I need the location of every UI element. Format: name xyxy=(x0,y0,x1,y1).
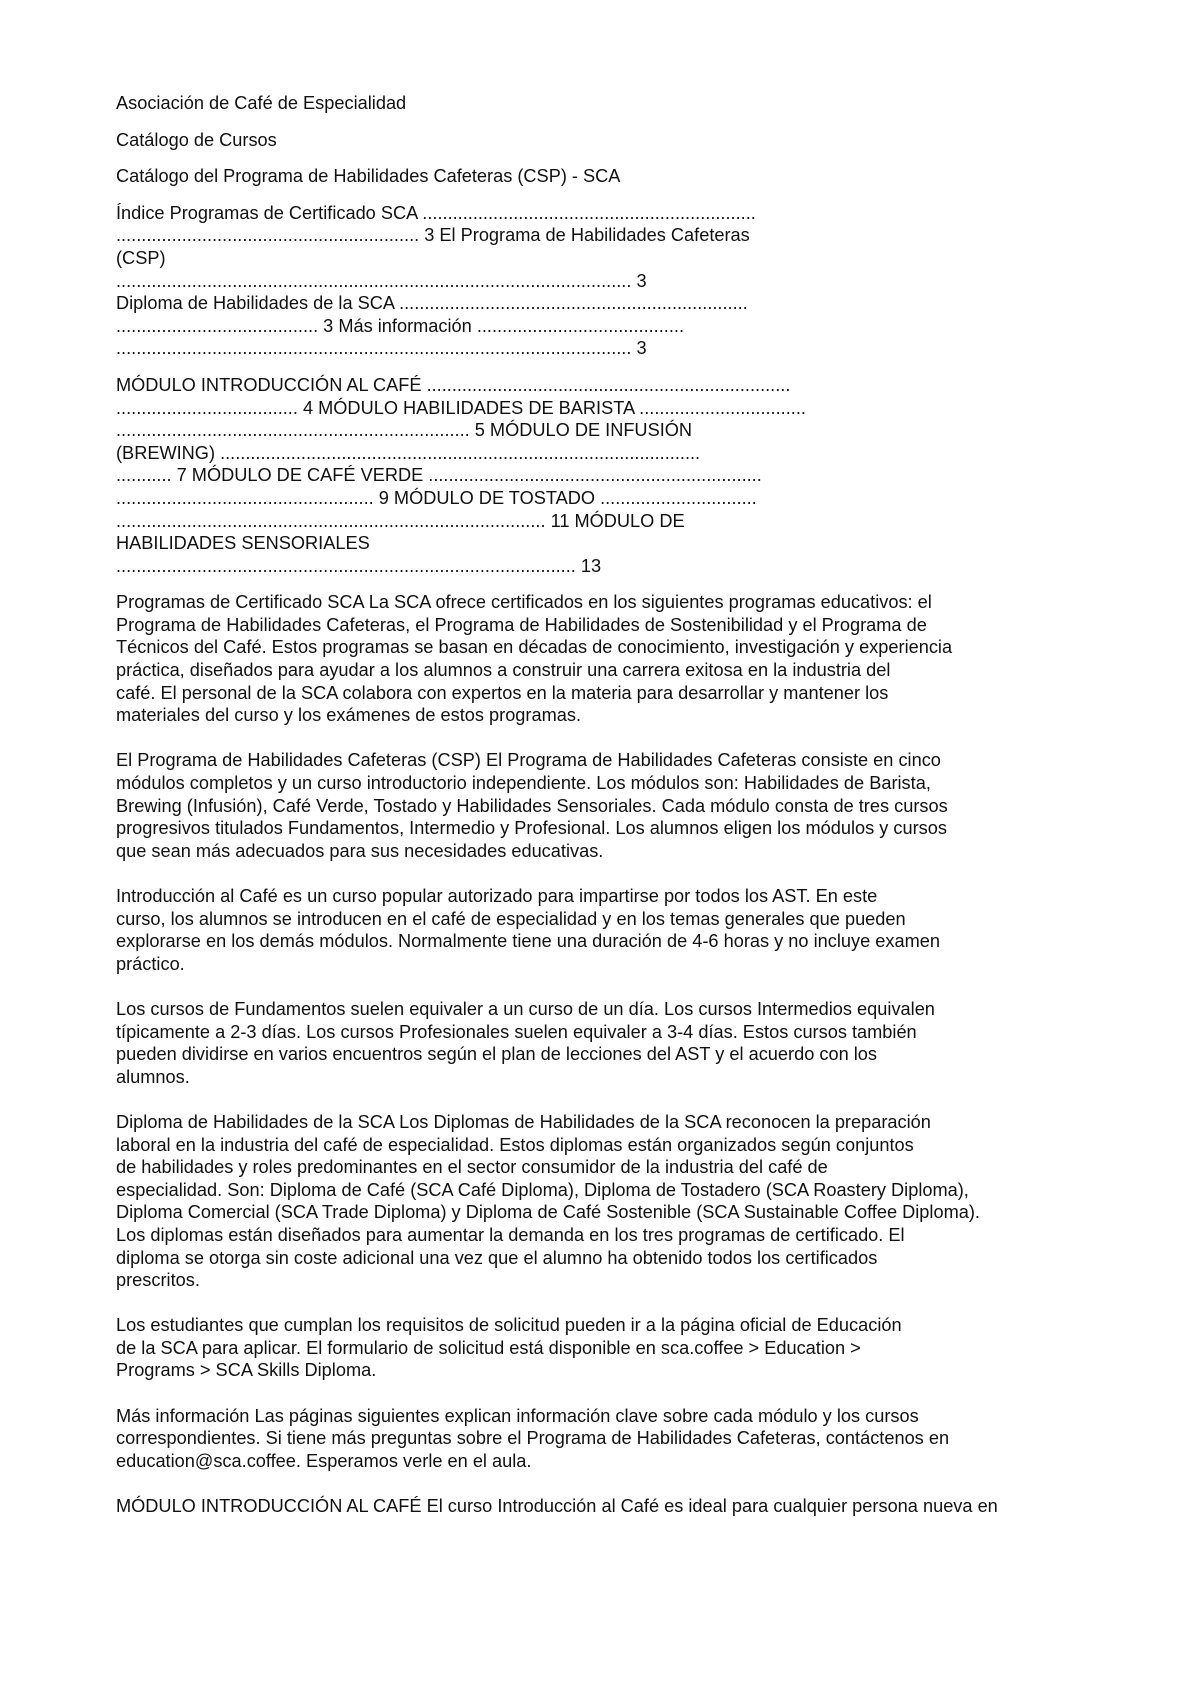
paragraph-line: de la SCA para aplicar. El formulario de solicitud está disponible en sca.coffee > Education > xyxy=(116,1337,861,1358)
paragraph-line: prescritos. xyxy=(116,1270,200,1291)
module-toc-line: (BREWING) ............................................................................................... xyxy=(116,442,701,463)
document-type: Catálogo de Cursos xyxy=(116,129,277,150)
paragraph-line: MÓDULO INTRODUCCIÓN AL CAFÉ El curso Introducción al Café es ideal para cualquier persona nueva en xyxy=(116,1496,998,1517)
paragraph-application xyxy=(116,1314,1116,1382)
paragraph-line: correspondientes. Si tiene más preguntas sobre el Programa de Habilidades Cafeteras, contáctenos en xyxy=(116,1428,950,1449)
paragraph-line: módulos completos y un curso introductorio independiente. Los módulos son: Habilidades de Barista, xyxy=(116,773,931,794)
module-toc-line: MÓDULO INTRODUCCIÓN AL CAFÉ ........................................................................ xyxy=(116,374,791,395)
paragraph-line: diploma se otorga sin coste adicional una vez que el alumno ha obtenido todos los certificados xyxy=(116,1247,878,1268)
module-toc-line: ........................................................................................... 13 xyxy=(116,555,602,576)
modules-table-of-contents xyxy=(116,374,1116,577)
toc-line: ...................................................................................................... 3 xyxy=(116,338,647,359)
toc-line: ............................................................ 3 El Programa de Habilidades Cafeteras xyxy=(116,225,750,246)
paragraph-line: café. El personal de la SCA colabora con expertos en la materia para desarrollar y mantener los xyxy=(116,682,889,703)
paragraph-line: de habilidades y roles predominantes en el sector consumidor de la industria del café de xyxy=(116,1157,828,1178)
module-toc-line: HABILIDADES SENSORIALES xyxy=(116,533,370,554)
paragraph-intro-course xyxy=(116,885,1116,975)
paragraph-line: explorarse en los demás módulos. Normalmente tiene una duración de 4-6 horas y no incluye examen xyxy=(116,931,940,952)
paragraph-line: especialidad. Son: Diploma de Café (SCA Café Diploma), Diploma de Tostadero (SCA Roastery Diploma), xyxy=(116,1179,969,1200)
paragraph-line: Programs > SCA Skills Diploma. xyxy=(116,1360,377,1381)
organization-name: Asociación de Café de Especialidad xyxy=(116,93,407,113)
paragraph-csp-program xyxy=(116,749,1116,862)
paragraph-line: Programas de Certificado SCA La SCA ofrece certificados en los siguientes programas educativos: el xyxy=(116,592,932,613)
paragraph-line: Los diplomas están diseñados para aumentar la demanda en los tres programas de certificado. El xyxy=(116,1224,905,1245)
paragraph-line: materiales del curso y los exámenes de estos programas. xyxy=(116,705,582,726)
paragraph-line: Los cursos de Fundamentos suelen equivaler a un curso de un día. Los cursos Intermedios equivalen xyxy=(116,998,935,1019)
module-toc-line: ................................................... 9 MÓDULO DE TOSTADO ............................... xyxy=(116,487,757,508)
paragraph-line: Los estudiantes que cumplan los requisitos de solicitud pueden ir a la página oficial de Educación xyxy=(116,1315,902,1336)
paragraph-line: Introducción al Café es un curso popular autorizado para impartirse por todos los AST. En este xyxy=(116,886,878,906)
paragraph-line: Programa de Habilidades Cafeteras, el Programa de Habilidades de Sostenibilidad y el Programa de xyxy=(116,614,927,635)
toc-line: Diploma de Habilidades de la SCA ..................................................................... xyxy=(116,293,748,314)
paragraph-certificate-programs xyxy=(116,591,1116,727)
paragraph-line: laboral en la industria del café de especialidad. Estos diplomas están organizados según conjuntos xyxy=(116,1134,914,1155)
paragraph-line: que sean más adecuados para sus necesidades educativas. xyxy=(116,840,604,861)
paragraph-line: education@sca.coffee. Esperamos verle en el aula. xyxy=(116,1450,532,1471)
toc-line: ...................................................................................................... 3 xyxy=(116,270,647,291)
paragraph-line: El Programa de Habilidades Cafeteras (CSP) El Programa de Habilidades Cafeteras consiste en cinco xyxy=(116,750,941,771)
paragraph-more-info xyxy=(116,1405,1116,1473)
paragraph-line: progresivos titulados Fundamentos, Intermedio y Profesional. Los alumnos eligen los módulos y cursos xyxy=(116,818,947,839)
toc-line: (CSP) xyxy=(116,247,166,268)
module-toc-line: ..................................................................................... 11 MÓDULO DE xyxy=(116,510,685,531)
paragraph-line: típicamente a 2-3 días. Los cursos Profesionales suelen equivaler a 3-4 días. Estos cursos también xyxy=(116,1021,917,1042)
paragraph-course-durations xyxy=(116,998,1116,1088)
paragraph-line: alumnos. xyxy=(116,1066,190,1087)
paragraph-line: Brewing (Infusión), Café Verde, Tostado y Habilidades Sensoriales. Cada módulo consta de tres cursos xyxy=(116,795,948,816)
paragraph-line: Técnicos del Café. Estos programas se basan en décadas de conocimiento, investigación y experiencia xyxy=(116,637,953,658)
module-toc-line: ...................................................................... 5 MÓDULO DE INFUSIÓN xyxy=(116,420,693,441)
toc-line: Índice Programas de Certificado SCA .................................................................. xyxy=(116,202,756,223)
paragraph-intro-module xyxy=(116,1495,1116,1518)
paragraph-line: práctico. xyxy=(116,953,185,974)
paragraph-line: Diploma de Habilidades de la SCA Los Diplomas de Habilidades de la SCA reconocen la preparación xyxy=(116,1111,931,1132)
paragraph-line: curso, los alumnos se introducen en el café de especialidad y en los temas generales que pueden xyxy=(116,908,906,929)
paragraph-line: pueden dividirse en varios encuentros según el plan de lecciones del AST y el acuerdo con los xyxy=(116,1044,877,1065)
document-page xyxy=(116,92,1116,1518)
document-title: Catálogo del Programa de Habilidades Cafeteras (CSP) - SCA xyxy=(116,166,621,187)
module-toc-line: ........... 7 MÓDULO DE CAFÉ VERDE .................................................................. xyxy=(116,465,762,486)
module-toc-line: .................................... 4 MÓDULO HABILIDADES DE BARISTA ................................. xyxy=(116,397,806,418)
table-of-contents xyxy=(116,202,1116,360)
paragraph-line: Diploma Comercial (SCA Trade Diploma) y Diploma de Café Sostenible (SCA Sustainable Coffee Diploma). xyxy=(116,1202,980,1223)
paragraph-line: Más información Las páginas siguientes explican información clave sobre cada módulo y los cursos xyxy=(116,1405,919,1426)
toc-line: ........................................ 3 Más información ......................................... xyxy=(116,315,684,336)
paragraph-line: práctica, diseñados para ayudar a los alumnos a construir una carrera exitosa en la industria del xyxy=(116,660,891,681)
paragraph-skills-diploma xyxy=(116,1111,1116,1292)
